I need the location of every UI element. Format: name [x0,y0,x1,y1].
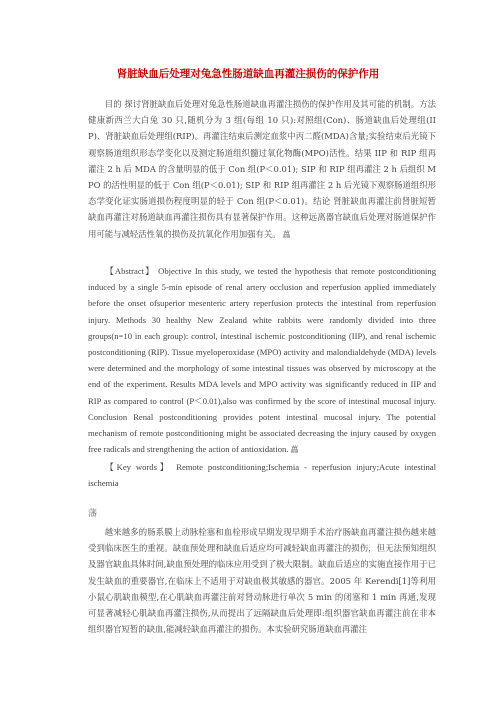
section-separator: 藩 [88,509,98,519]
chinese-abstract-text: 目的 探讨肾脏缺血后处理对兔急性肠道缺血再灌注损伤的保护作用及其可能的机制。方法 健康新西兰大白兔 30 只,随机分为 3 组(每组 10 只):对照组(Con)、肠道缺血后处理组(IIP)、肾脏缺血后处理组(RIP)。再灌注结束后测定血浆中丙二醛(MDA)含量;实验结束后光镜下观察肠道组织形态学变化以及测定肠道组织髓过氧化物酶(MPO)活性。结果 IIP 和 RIP 组再灌注 2 h 后 MDA 的含量明显的低于 Con 组(P＜0.01); SIP 和 RIP 组再灌注 2 h 后组织 MPO 的活性明显的低于 Con 组(P＜0.01); SIP 和 RIP 组再灌注 2 h 后光镜下观察肠道组织形态学变化证实肠道损伤程度明显的轻于 Con 组(P＜0.01)。结论 肾脏缺血再灌注前肾脏短暂缺血再灌注对肠道缺血再灌注损伤具有显著保护作用。这种远离器官缺血后处理对肠道保护作用可能与减轻活性氧的损伤及抗氧化作用加强有关。 [88,99,437,239]
paragraph-mark: 藟 [290,445,299,455]
paragraph-mark: 藟 [282,229,291,239]
english-abstract-text: 【Abstract】 Objective In this study, we tested the hypothesis that remote postconditioning induced by a single 5-min episode of renal artery occlusion and reperfusion applied immediately before the onset ofsuperior mesenteric artery reperfusion protects the intestinal from reperfusion injury. Methods 30 healthy New Zealand white rabbits were randomly divided into three groups(n=10 in each group): control, intestinal ischemic postconditioning (IIP), and renal ischemic postconditioning (RIP). Tissue myeloperoxidase (MPO) activity and malondialdehyde (MDA) levels were determined and the morphology of some intestinal tissues was observed by microscopy at the end of the experiment. Results MDA levels and MPO activity was significantly reduced in IIP and RIP as compared to control (P＜0.01),also was confirmed by the score of intestinal mucosal injury. Conclusion Renal postconditioning provides potent intestinal mucosal injury. The potential mechanism of remote postconditioning might be associated decreasing the injury caused by oxygen free radicals and strengthening the action of antioxidation. [88,266,436,455]
body-paragraph: 越来越多的肠系膜上动脉栓塞和血栓形成早期发现早期手术治疗肠缺血再灌注损伤越来越受到临床医生的重视。缺血预处理和缺血后适应均可减轻缺血再灌注的损伤，但无法预知组织及器官缺血具体时间,缺血预处理的临床应用受到了极大限制。缺血后适应的实施直接作用于已发生缺血的重要器官,在临床上不适用于对缺血极其敏感的器官。2005 年 Kerendi[1]等利用小鼠心肌缺血模型,在心肌缺血再灌注前对肾动脉进行单次 5 min 的闭塞和 1 min 再通,发现可显著减轻心肌缺血再灌注损伤,从而提出了远隔缺血后处理即:组织器官缺血再灌注前在非本组织器官短暂的缺血,能减轻缺血再灌注的损伤。本实验研究肠道缺血再灌注 [88,527,436,635]
keywords: 【Key words】 Remote postconditioning;Ischemia - reperfusion injury;Acute intestinal ischemia [88,462,436,489]
article-title: 肾脏缺血后处理对兔急性肠道缺血再灌注损伤的保护作用 [116,68,380,80]
english-abstract [88,263,436,458]
chinese-abstract [88,96,436,243]
